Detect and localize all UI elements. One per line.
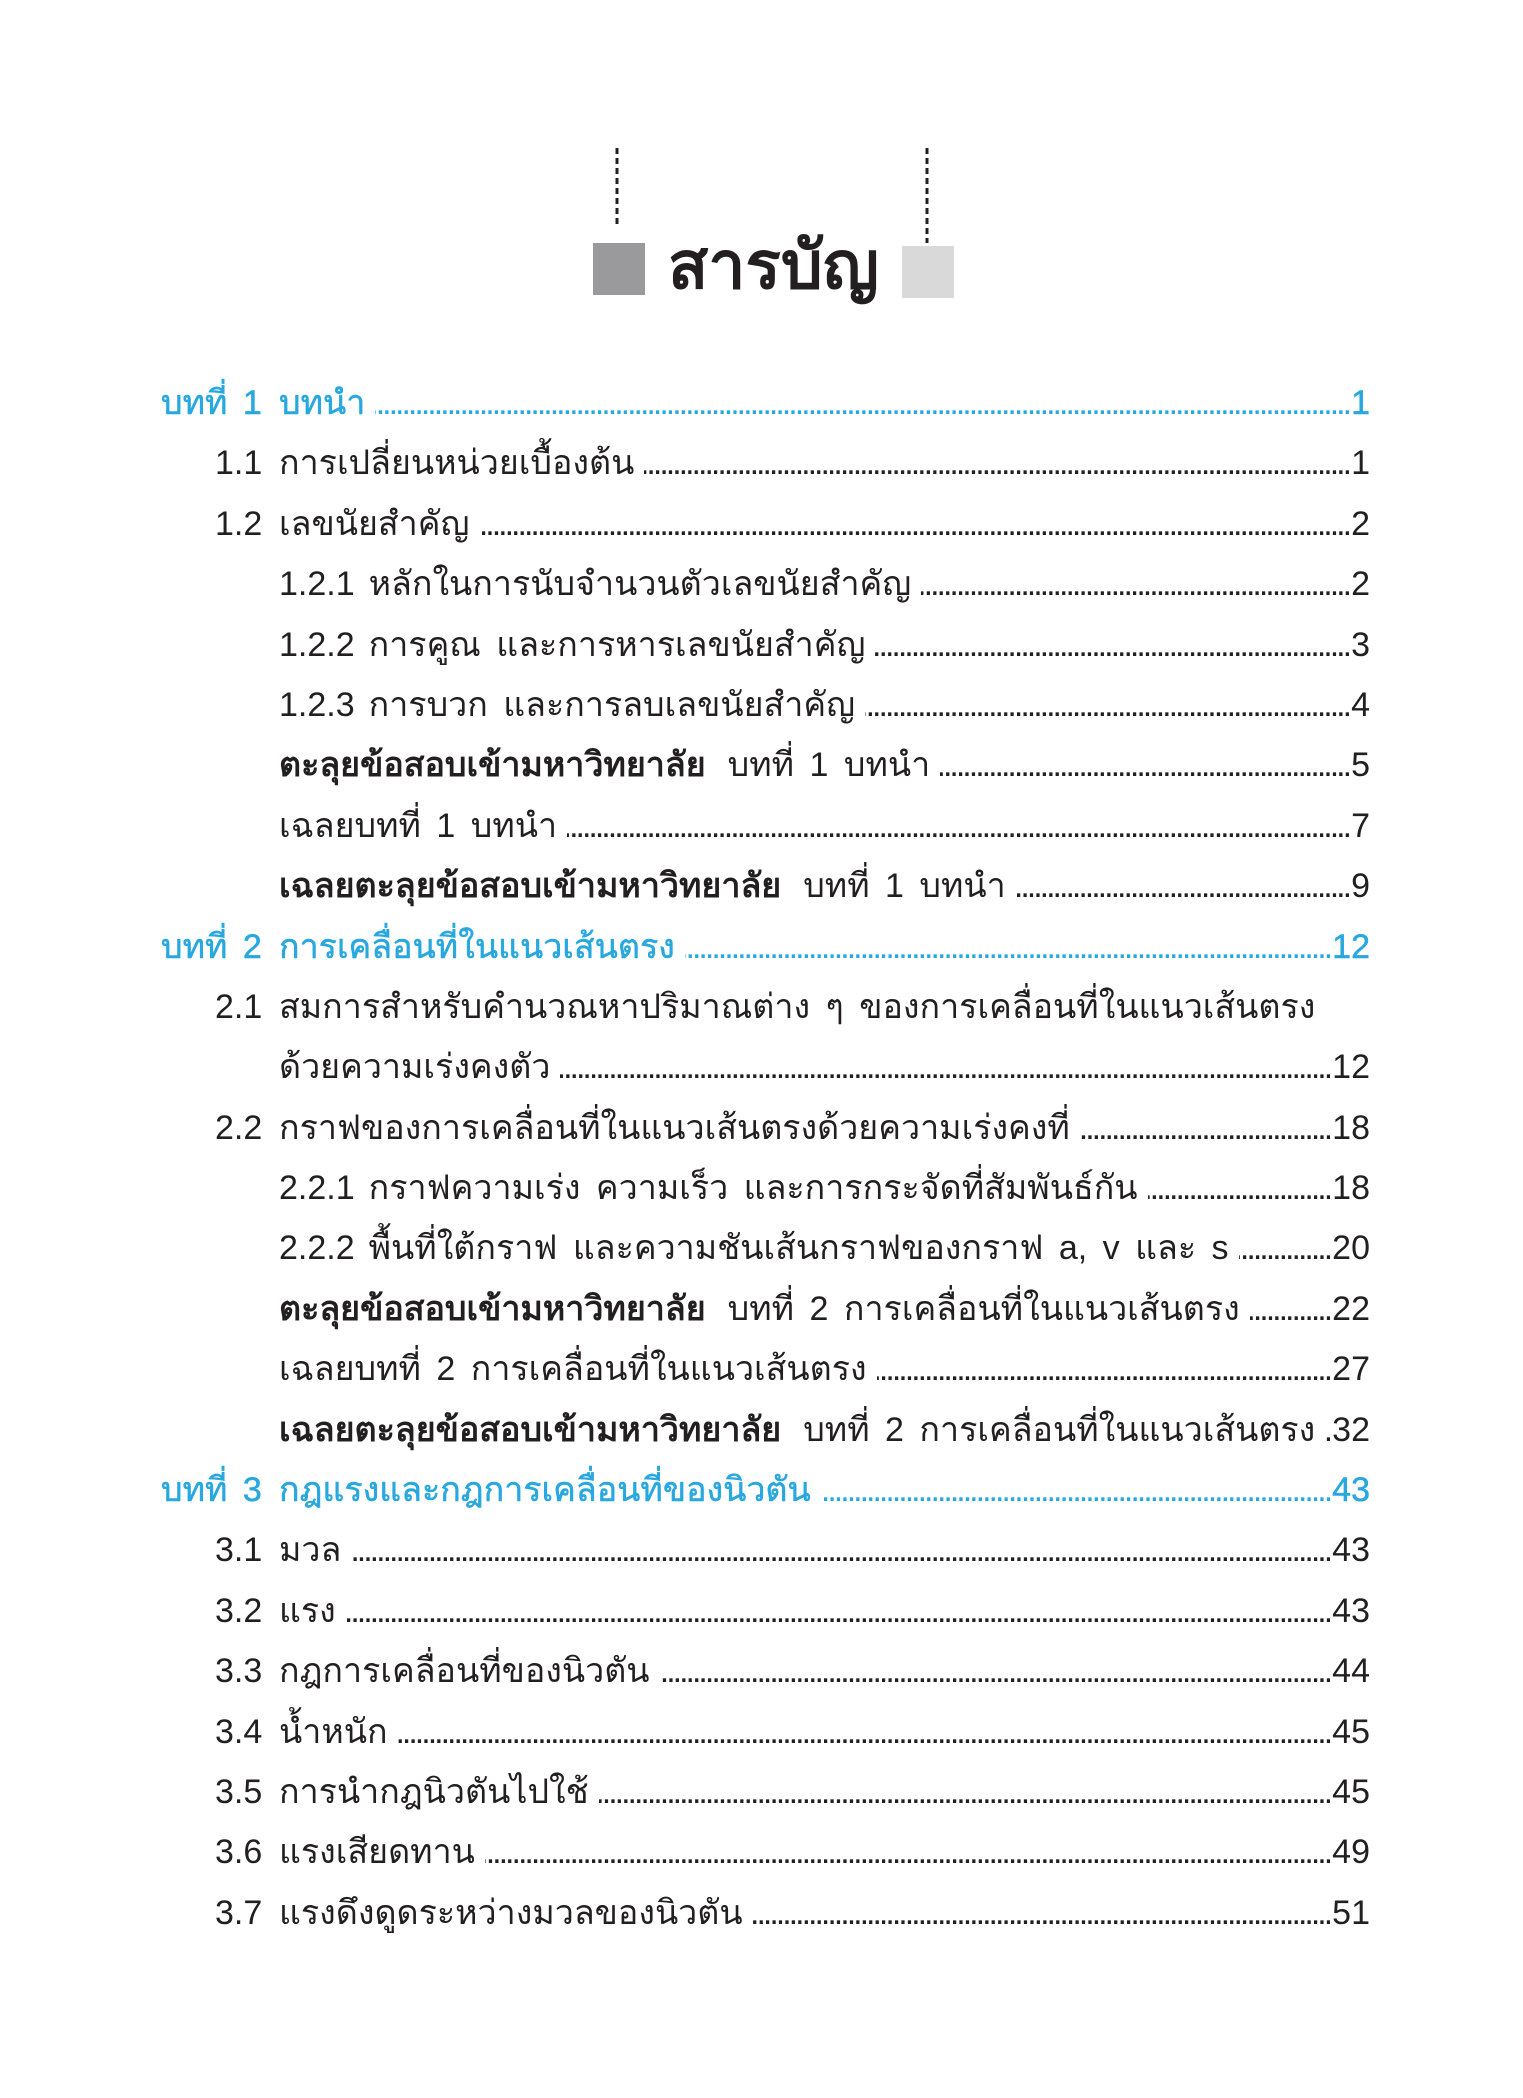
exam-entry xyxy=(279,735,930,795)
page-number: 51 xyxy=(1332,1893,1370,1932)
subsection-title: การคูณ และการหารเลขนัยสำคัญ xyxy=(368,625,866,664)
toc-chapter-row xyxy=(161,373,1370,433)
dot-leader xyxy=(940,735,1349,795)
page-number: 27 xyxy=(1332,1350,1370,1389)
page-title: สารบัญ xyxy=(668,228,879,302)
dot-leader xyxy=(398,1702,1331,1762)
section-title: แรงดึงดูดระหว่างมวลของนิวตัน xyxy=(279,1893,743,1932)
section-number: 3.2 xyxy=(215,1591,263,1630)
dot-leader xyxy=(560,1037,1330,1097)
page-number: 12 xyxy=(1332,927,1370,966)
page-number: 43 xyxy=(1332,1531,1370,1570)
page-number: 44 xyxy=(1332,1652,1370,1691)
dot-leader xyxy=(485,1822,1330,1882)
toc-answers-row xyxy=(161,796,1370,856)
section-title-line-2: ด้วยความเร่งคงตัว xyxy=(279,1048,551,1087)
exam-label: ตะลุยข้อสอบเข้ามหาวิทยาลัย xyxy=(279,1289,706,1328)
toc-section-row xyxy=(161,1520,1370,1580)
toc-exam-answers-row xyxy=(161,856,1370,916)
page-number: 7 xyxy=(1351,806,1370,845)
dot-leader xyxy=(375,373,1349,433)
dot-leader xyxy=(865,675,1349,735)
page-number: 22 xyxy=(1332,1289,1370,1328)
section-number: 3.3 xyxy=(215,1652,263,1691)
exam-answers-chapter: บทที่ 1 บทนำ xyxy=(803,867,1006,906)
chapter-label: บทที่ 1 xyxy=(161,384,262,422)
exam-chapter: บทที่ 1 บทนำ xyxy=(727,746,931,785)
page-number: 32 xyxy=(1332,1410,1370,1449)
dot-leader xyxy=(599,1762,1330,1822)
section-number: 3.1 xyxy=(215,1531,263,1570)
subsection-title: พื้นที่ใต้กราฟ และความชันเส้นกราฟของกราฟ a, v และ s xyxy=(368,1229,1229,1268)
toc-exam-answers-row xyxy=(161,1400,1370,1460)
dot-leader xyxy=(685,917,1330,977)
section-number: 3.6 xyxy=(215,1833,263,1872)
toc-section-row xyxy=(161,1581,1370,1641)
dot-leader xyxy=(479,494,1349,554)
exam-label: ตะลุยข้อสอบเข้ามหาวิทยาลัย xyxy=(279,746,706,785)
table-of-contents xyxy=(161,373,1370,1943)
page-number: 4 xyxy=(1351,685,1370,724)
subsection-title: การบวก และการลบเลขนัยสำคัญ xyxy=(368,685,856,724)
exam-answers-entry xyxy=(279,856,1006,916)
page-number: 18 xyxy=(1332,1169,1370,1208)
dot-leader xyxy=(921,554,1349,614)
exam-answers-entry xyxy=(279,1400,1315,1460)
section-title: กฎการเคลื่อนที่ของนิวตัน xyxy=(279,1652,650,1691)
page-number: 1 xyxy=(1351,384,1370,422)
toc-section-row xyxy=(161,1641,1370,1701)
subsection-number: 1.2.1 xyxy=(279,565,355,604)
toc-answers-row xyxy=(161,1339,1370,1399)
subsection-number: 2.2.1 xyxy=(279,1169,355,1208)
dot-leader xyxy=(875,615,1349,675)
subsection-number: 1.2.2 xyxy=(279,625,355,664)
toc-section-row xyxy=(161,1883,1370,1943)
dot-leader xyxy=(567,796,1349,856)
exam-answers-label: เฉลยตะลุยข้อสอบเข้ามหาวิทยาลัย xyxy=(279,867,782,906)
chapter-title: การเคลื่อนที่ในแนวเส้นตรง xyxy=(279,927,675,966)
page-number: 2 xyxy=(1351,565,1370,604)
page-number: 43 xyxy=(1332,1471,1370,1510)
page-number: 49 xyxy=(1332,1833,1370,1872)
page-number: 18 xyxy=(1332,1108,1370,1147)
toc-subsection-row xyxy=(161,1158,1370,1218)
dot-leader xyxy=(1239,1218,1331,1278)
light-square-ornament xyxy=(902,246,954,298)
section-title-line-1: สมการสำหรับคำนวณหาปริมาณต่าง ๆ ของการเคลื่อนที่ในแนวเส้นตรง xyxy=(279,987,1316,1026)
toc-chapter-row xyxy=(161,917,1370,977)
section-title: น้ำหนัก xyxy=(279,1712,388,1751)
toc-exam-row xyxy=(161,735,1370,795)
exam-chapter: บทที่ 2 การเคลื่อนที่ในแนวเส้นตรง xyxy=(727,1289,1240,1328)
exam-answers-label: เฉลยตะลุยข้อสอบเข้ามหาวิทยาลัย xyxy=(279,1410,782,1449)
toc-section-row xyxy=(161,1098,1370,1158)
page-number: 20 xyxy=(1332,1229,1370,1268)
toc-section-row xyxy=(161,433,1370,493)
dot-leader xyxy=(877,1339,1331,1399)
page-number: 5 xyxy=(1351,746,1370,785)
section-title: แรง xyxy=(279,1591,336,1630)
page-number: 2 xyxy=(1351,504,1370,543)
chapter-title: กฎแรงและกฎการเคลื่อนที่ของนิวตัน xyxy=(279,1471,811,1510)
page-number: 45 xyxy=(1332,1712,1370,1751)
dot-leader xyxy=(1250,1279,1330,1339)
dot-leader xyxy=(1148,1158,1331,1218)
page-number: 3 xyxy=(1351,625,1370,664)
exam-entry xyxy=(279,1279,1240,1339)
dot-leader xyxy=(351,1520,1330,1580)
chapter-label: บทที่ 3 xyxy=(161,1471,262,1510)
dot-leader xyxy=(753,1883,1331,1943)
section-title: กราฟของการเคลื่อนที่ในแนวเส้นตรงด้วยความเร่งคงที่ xyxy=(279,1108,1070,1147)
section-number: 1.2 xyxy=(215,504,263,543)
toc-subsection-row xyxy=(161,554,1370,614)
dot-leader xyxy=(1016,856,1349,916)
dot-leader xyxy=(644,433,1349,493)
toc-subsection-row xyxy=(161,615,1370,675)
section-number: 2.1 xyxy=(215,987,263,1026)
dot-leader xyxy=(1325,1400,1330,1460)
toc-exam-row xyxy=(161,1279,1370,1339)
answers-title: เฉลยบทที่ 1 บทนำ xyxy=(279,806,558,845)
dark-square-ornament xyxy=(593,243,645,295)
subsection-number: 2.2.2 xyxy=(279,1229,355,1268)
dot-leader xyxy=(821,1460,1330,1520)
section-title: มวล xyxy=(279,1531,342,1570)
page-number: 1 xyxy=(1351,444,1370,483)
subsection-title: กราฟความเร่ง ความเร็ว และการกระจัดที่สัมพันธ์กัน xyxy=(368,1169,1138,1208)
section-number: 3.5 xyxy=(215,1772,263,1811)
toc-section-row xyxy=(161,494,1370,554)
section-number: 2.2 xyxy=(215,1108,263,1147)
section-number: 3.7 xyxy=(215,1893,263,1932)
subsection-number: 1.2.3 xyxy=(279,685,355,724)
toc-subsection-row xyxy=(161,1218,1370,1278)
section-title: การเปลี่ยนหน่วยเบื้องต้น xyxy=(279,444,635,483)
chapter-title: บทนำ xyxy=(279,384,366,422)
dot-leader xyxy=(1080,1098,1330,1158)
toc-section-row xyxy=(161,1762,1370,1822)
page-number: 12 xyxy=(1332,1048,1370,1087)
page-number: 9 xyxy=(1351,867,1370,906)
toc-section-row xyxy=(161,977,1370,1037)
section-number: 1.1 xyxy=(215,444,263,483)
dot-leader xyxy=(346,1581,1330,1641)
section-number: 3.4 xyxy=(215,1712,263,1751)
page-number: 45 xyxy=(1332,1772,1370,1811)
toc-section-row xyxy=(161,1702,1370,1762)
toc-section-row xyxy=(161,1822,1370,1882)
section-title: การนำกฎนิวตันไปใช้ xyxy=(279,1772,589,1811)
subsection-title: หลักในการนับจำนวนตัวเลขนัยสำคัญ xyxy=(368,565,912,604)
toc-subsection-row xyxy=(161,675,1370,735)
section-title: เลขนัยสำคัญ xyxy=(279,504,470,543)
toc-section-continuation-row xyxy=(161,1037,1370,1097)
exam-answers-chapter: บทที่ 2 การเคลื่อนที่ในแนวเส้นตรง xyxy=(803,1410,1316,1449)
page-number: 43 xyxy=(1332,1591,1370,1630)
toc-chapter-row xyxy=(161,1460,1370,1520)
dot-leader xyxy=(660,1641,1331,1701)
answers-title: เฉลยบทที่ 2 การเคลื่อนที่ในแนวเส้นตรง xyxy=(279,1350,867,1389)
chapter-label: บทที่ 2 xyxy=(161,927,262,966)
section-title: แรงเสียดทาน xyxy=(279,1833,475,1872)
